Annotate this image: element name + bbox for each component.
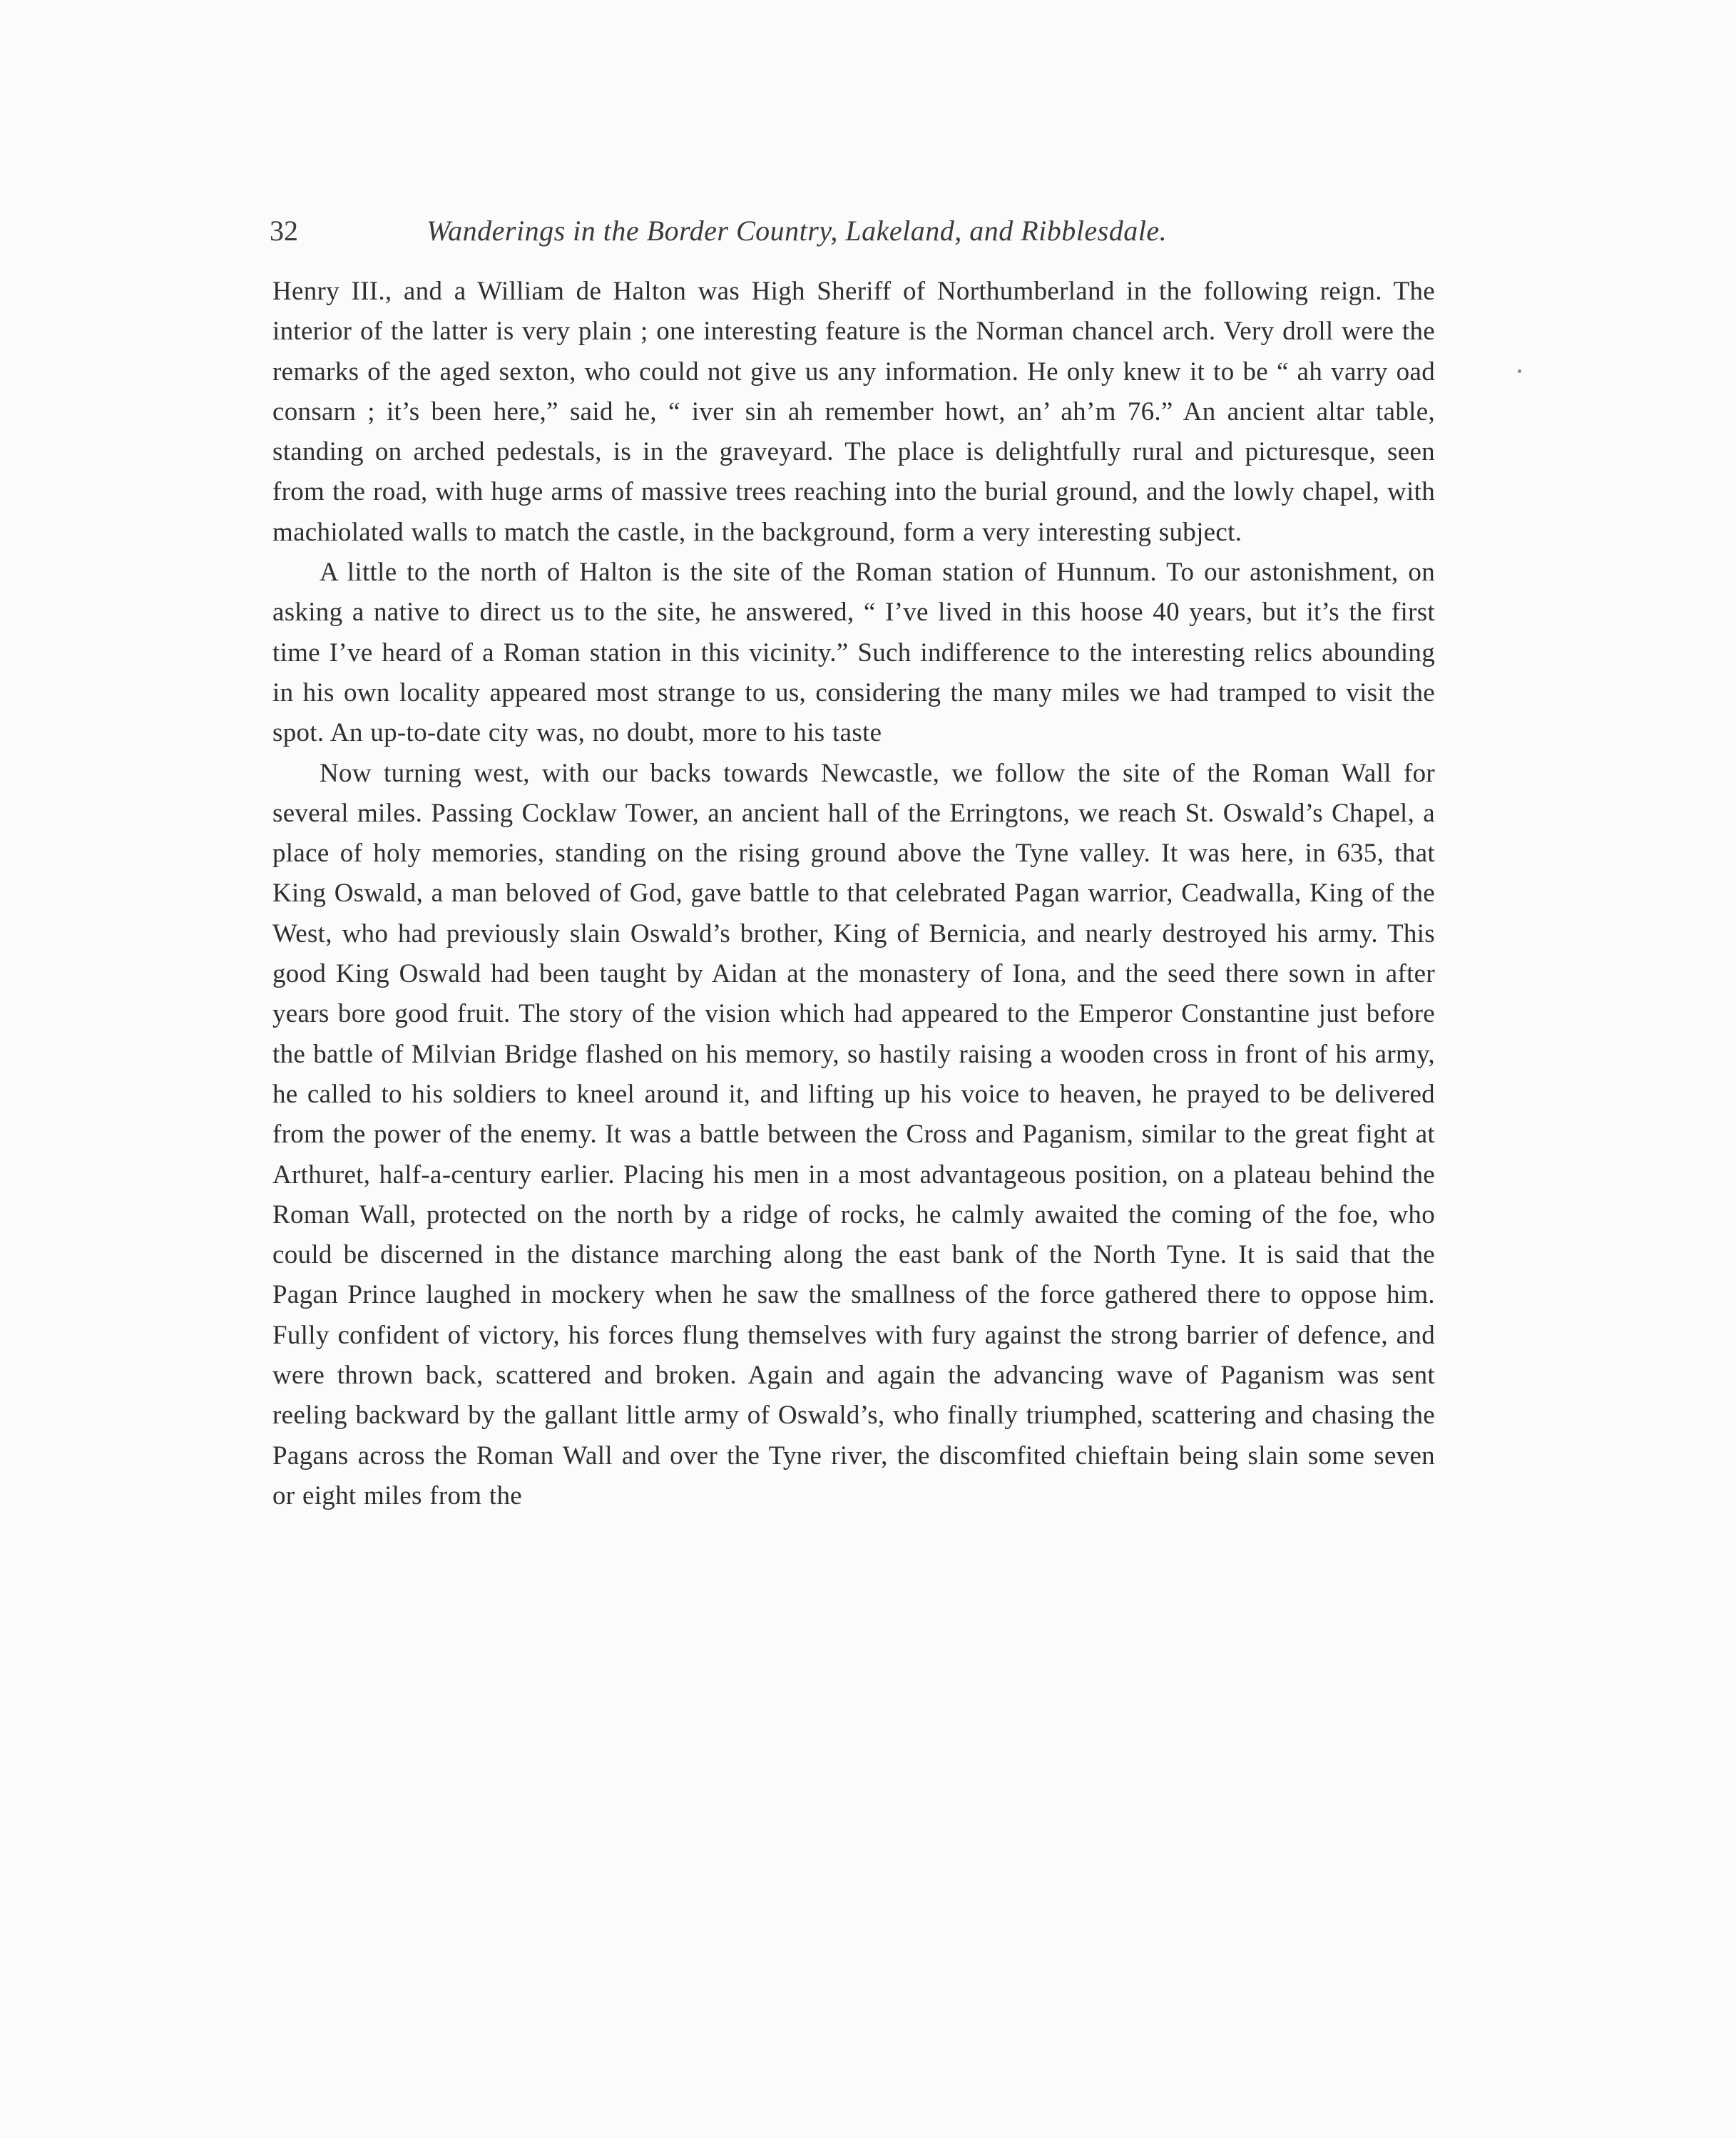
margin-speck (1518, 369, 1521, 373)
page-header (270, 208, 1434, 254)
paragraph-hunnum: A little to the north of Halton is the site of the Roman station of Hunnum. To our astonishment, on asking a native to direct us to the site, he answered, “ I’ve lived in this hoose 40 years, but it’s the first time I’ve heard of a Roman station in this vicinity.” Such indifference to the interesting relics abounding in his own locality appeared most strange to us, considering the many miles we had tramped to visit the spot. An up-to-date city was, no doubt, more to his taste (272, 558, 1435, 748)
page-number: 32 (270, 215, 298, 247)
paragraph-st-oswalds: Now turning west, with our backs towards Newcastle, we follow the site of the Roman Wall for several miles. Passing Cocklaw Tower, an ancient hall of the Erringtons, we reach St. Oswald’s Chapel, a place of holy memories, standing on the rising ground above the Tyne valley. It was here, in 635, that King Oswald, a man beloved of God, gave battle to that celebrated Pagan warrior, Ceadwalla, King of the West, who had previously slain Oswald’s brother, King of Bernicia, and nearly destroyed his army. This good King Oswald had been taught by Aidan at the monastery of Iona, and the seed there sown in after years bore good fruit. The story of the vision which had appeared to the Emperor Constantine just before the battle of Milvian Bridge flashed on his memory, so hastily raising a wooden cross in front of his army, he called to his soldiers to kneel around it, and lifting up his voice to heaven, he prayed to be delivered from the power of the enemy. It was a battle between the Cross and Paganism, similar to the great fight at Arthuret, half-a-century earlier. Placing his men in a most advantageous position, on a plateau behind the Roman Wall, protected on the north by a ridge of rocks, he calmly awaited the coming of the foe, who could be discerned in the distance marching along the east bank of the North Tyne. It is said that the Pagan Prince laughed in mockery when he saw the smallness of the force gathered there to oppose him. Fully confident of victory, his forces flung themselves with fury against the strong barrier of defence, and were thrown back, scattered and broken. Again and again the advancing wave of Paganism was sent reeling backward by the gallant little army of Oswald’s, who finally triumphed, scattering and chasing the Pagans across the Roman Wall and over the Tyne river, the discomfited chieftain being slain some seven or eight miles from the (272, 758, 1435, 1510)
running-title: Wanderings in the Border Country, Lakeland, and Ribblesdale. (427, 215, 1168, 247)
paragraph-halton-chapel: Henry III., and a William de Halton was High Sheriff of Northumberland in the following reign. The interior of the latter is very plain ; one interesting feature is the Norman chancel arch. Very droll were the remarks of the aged sexton, who could not give us any information. He only knew it to be “ ah varry oad consarn ; it’s been here,” said he, “ iver sin ah remember howt, an’ ah’m 76.” An ancient altar table, standing on arched pedestals, is in the graveyard. The place is delightfully rural and picturesque, seen from the road, with huge arms of massive trees reaching into the burial ground, and the lowly chapel, with machiolated walls to match the castle, in the background, form a very interesting subject. (272, 277, 1435, 547)
body-text (272, 272, 1435, 1516)
